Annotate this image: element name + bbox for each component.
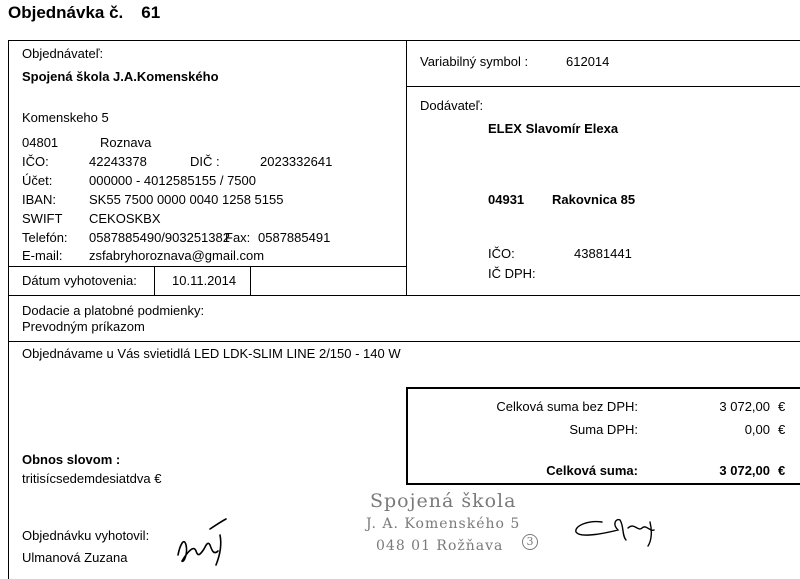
- total-value: 3 072,00: [719, 463, 770, 478]
- supplier-name: ELEX Slavomír Elexa: [488, 121, 619, 136]
- divider-date-mid: [154, 266, 155, 296]
- amount-words-label: Obnos slovom :: [22, 452, 121, 467]
- total-vat-label: Suma DPH:: [569, 422, 638, 437]
- buyer-street: Komenskeho 5: [22, 110, 109, 125]
- varsym-value: 612014: [566, 54, 610, 69]
- currency-total: €: [778, 463, 786, 478]
- total-base-label: Celková suma bez DPH:: [496, 399, 638, 414]
- currency-vat: €: [778, 422, 786, 437]
- stamp-line3: 048 01 Rožňava: [376, 538, 504, 554]
- order-text: Objednávame u Vás svietidlá LED LDK-SLIM LINE 2/150 - 140 W: [22, 346, 401, 361]
- buyer-iban-label: IBAN:: [22, 192, 56, 207]
- buyer-iban: SK55 7500 0000 0040 1258 5155: [89, 192, 284, 207]
- supplier-ico: 43881441: [574, 246, 632, 261]
- buyer-fax-label: Fax:: [225, 230, 251, 245]
- buyer-email: zsfabryhoroznava@gmail.com: [89, 248, 265, 263]
- supplier-ico-label: IČO:: [488, 246, 515, 261]
- buyer-swift: CEKOSKBX: [89, 211, 161, 226]
- buyer-dic-label: DIČ :: [190, 154, 220, 169]
- terms-label: Dodacie a platobné podmienky:: [22, 303, 205, 318]
- frame-left: [8, 40, 9, 579]
- page-title: Objednávka č. 61: [8, 3, 161, 22]
- supplier-icdph-label: IČ DPH:: [488, 266, 536, 281]
- amount-words-value: tritisícsedemdesiatdva €: [22, 471, 162, 486]
- buyer-ico-label: IČO:: [22, 154, 49, 169]
- supplier-zip: 04931: [488, 192, 525, 207]
- order-number: 61: [141, 3, 161, 22]
- stamp-number: 3: [522, 534, 538, 550]
- supplier-city: Rakovnica 85: [552, 192, 636, 207]
- issued-by-name: Ulmanová Zuzana: [22, 550, 128, 565]
- stamp-line2: J. A. Komenského 5: [366, 516, 521, 532]
- total-base-value: 3 072,00: [719, 399, 770, 414]
- buyer-city: Roznava: [100, 135, 152, 150]
- buyer-phone-label: Telefón:: [22, 230, 68, 245]
- total-label: Celková suma:: [546, 463, 638, 478]
- buyer-dic: 2023332641: [260, 154, 333, 169]
- terms-value: Prevodným príkazom: [22, 319, 145, 334]
- divider-terms-top: [8, 295, 800, 296]
- buyer-phone: 0587885490/903251382: [89, 230, 230, 245]
- divider-date-top: [8, 266, 406, 267]
- divider-varsym-bottom: [406, 86, 800, 87]
- divider-buyer-right: [406, 40, 407, 296]
- buyer-name: Spojená škola J.A.Komenského: [22, 69, 219, 84]
- buyer-fax: 0587885491: [258, 230, 331, 245]
- signature-approver: [572, 510, 672, 550]
- date-label: Dátum vyhotovenia:: [22, 273, 137, 288]
- buyer-ucet: 000000 - 4012585155 / 7500: [89, 173, 256, 188]
- supplier-label: Dodávateľ:: [420, 98, 484, 113]
- buyer-email-label: E-mail:: [22, 248, 63, 263]
- divider-order-top: [8, 341, 800, 342]
- stamp-line1: Spojená škola: [370, 490, 517, 512]
- signature-issuer: [170, 515, 240, 570]
- date-value: 10.11.2014: [172, 273, 237, 288]
- frame-top: [8, 40, 800, 41]
- buyer-ucet-label: Účet:: [22, 173, 53, 188]
- buyer-ico: 42243378: [89, 154, 147, 169]
- total-vat-value: 0,00: [744, 422, 770, 437]
- divider-date-right: [250, 266, 251, 296]
- buyer-swift-label: SWIFT: [22, 211, 63, 226]
- buyer-zip: 04801: [22, 135, 59, 150]
- issued-by-label: Objednávku vyhotovil:: [22, 528, 150, 543]
- currency-base: €: [778, 399, 786, 414]
- varsym-label: Variabilný symbol :: [420, 54, 529, 69]
- buyer-label: Objednávateľ:: [22, 46, 104, 61]
